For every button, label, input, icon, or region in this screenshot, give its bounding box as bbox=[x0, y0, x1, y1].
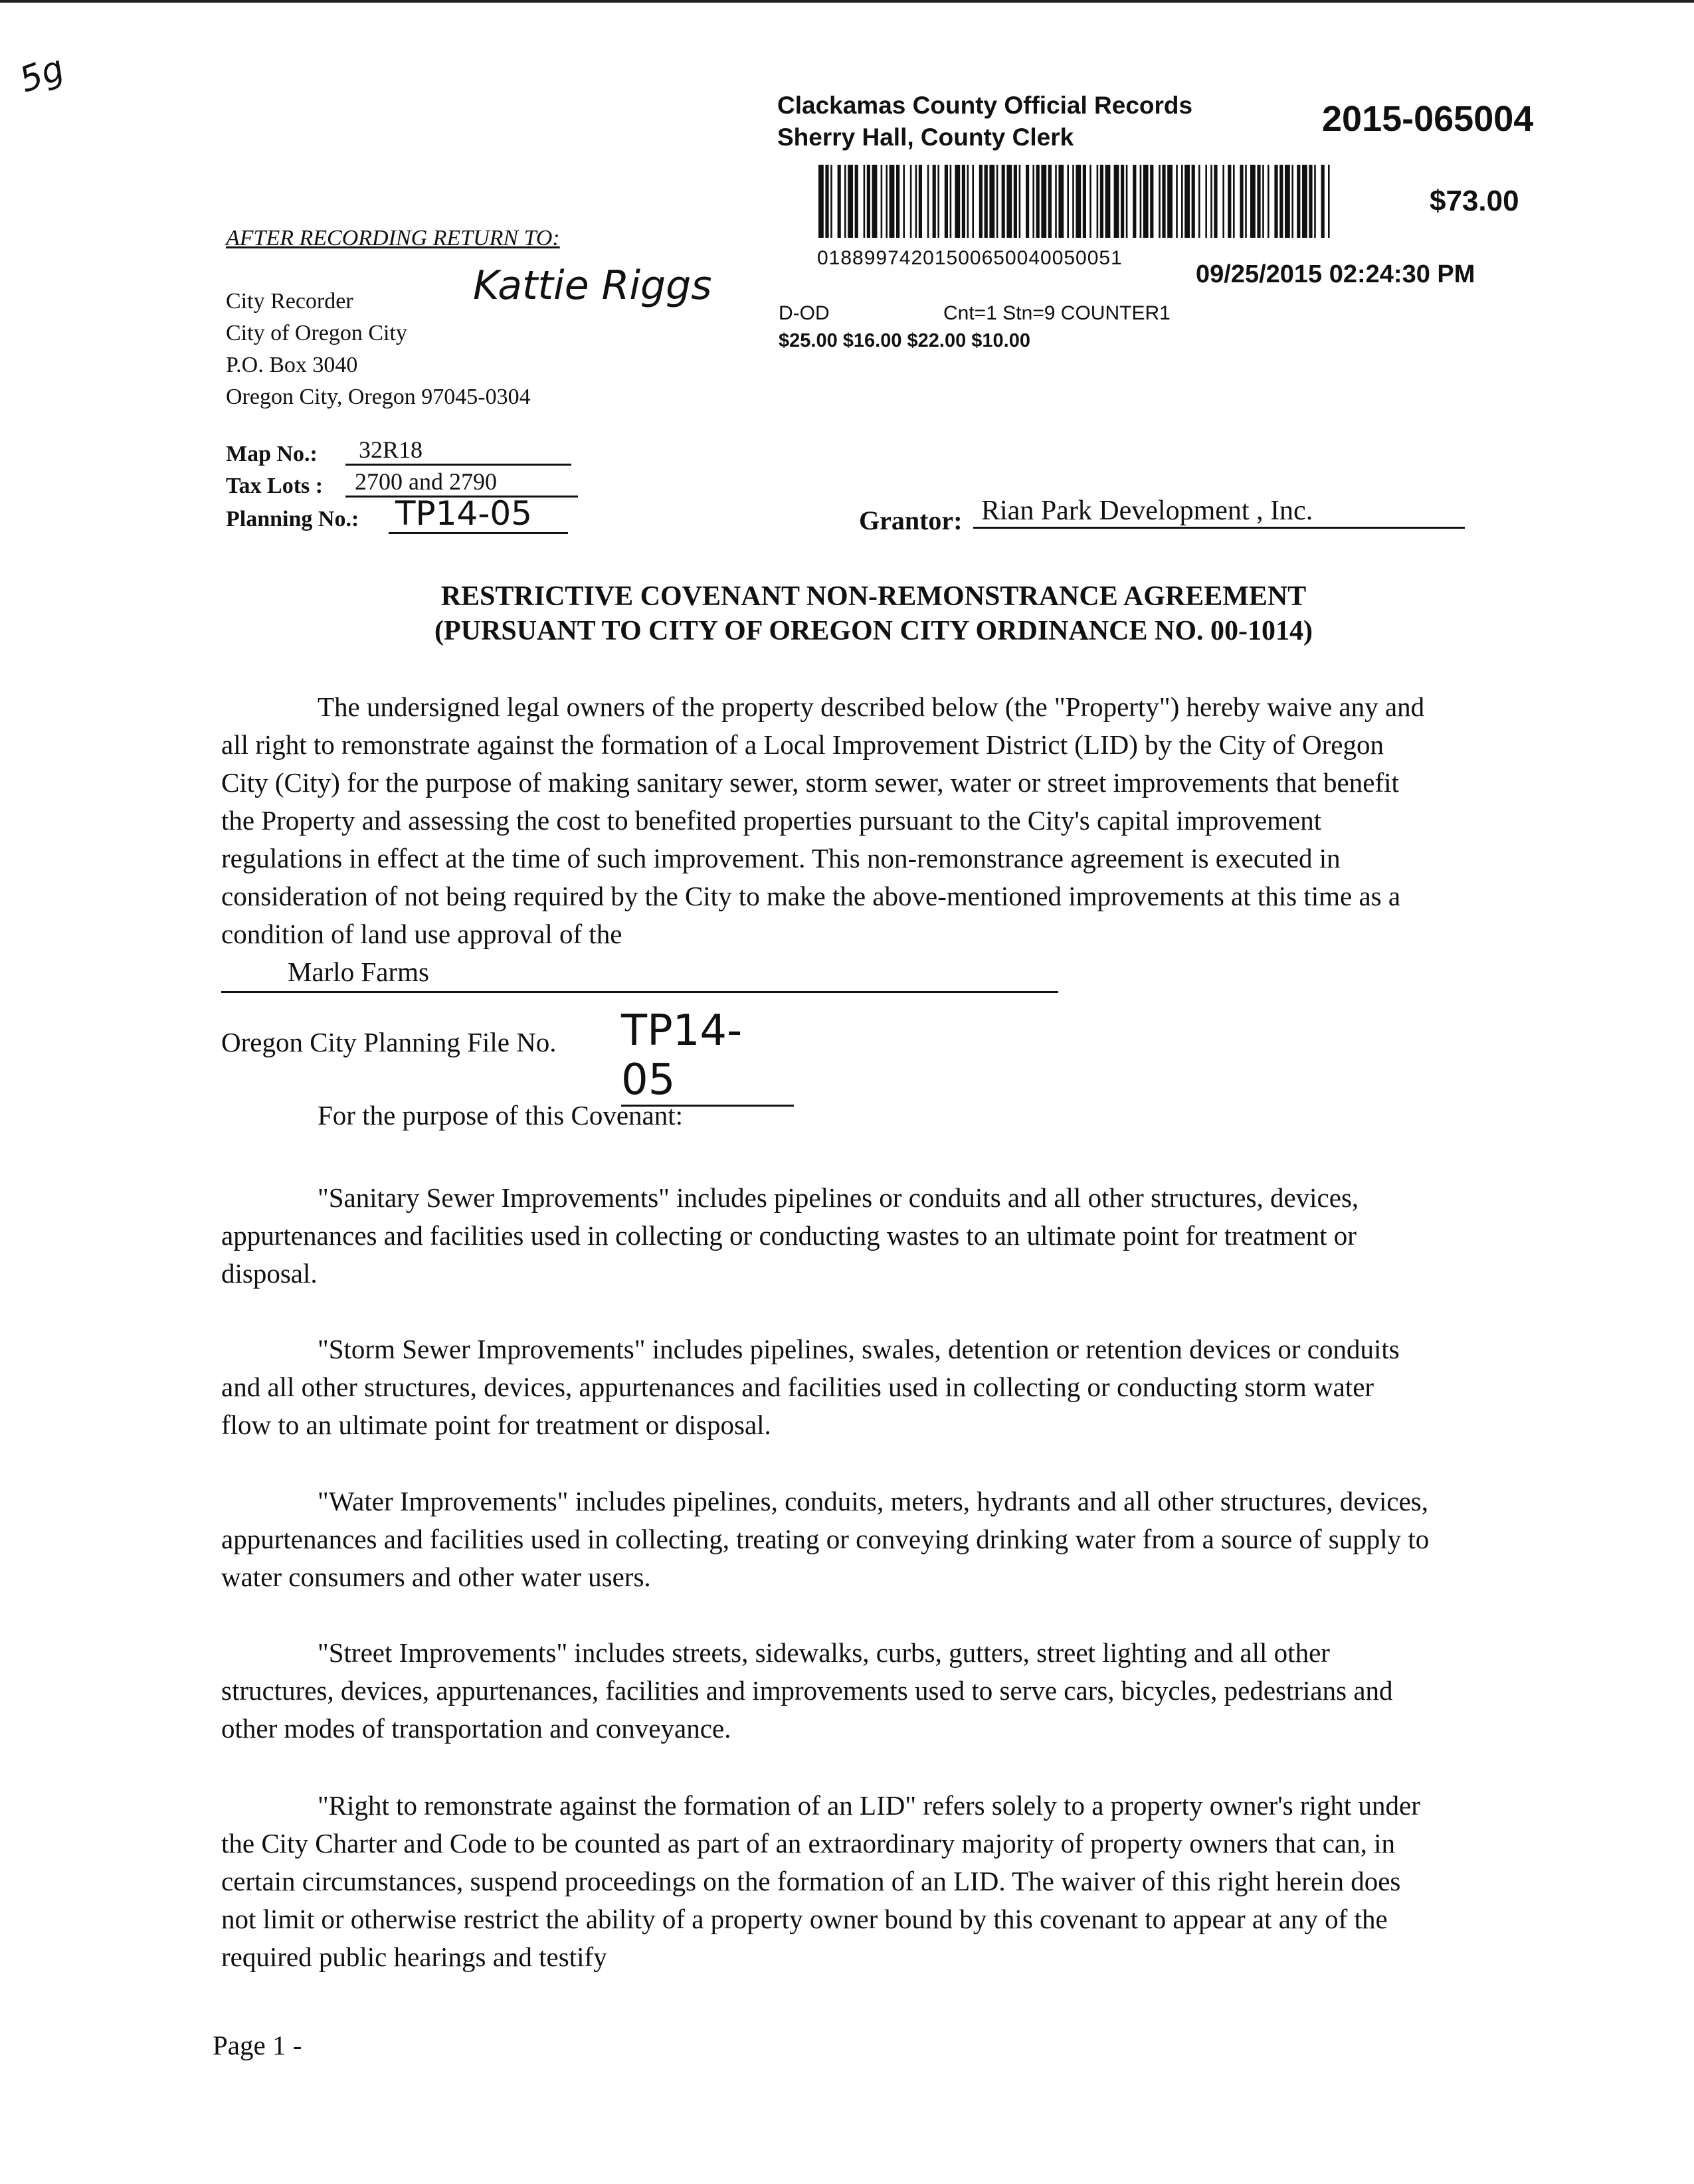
planning-file-value: TP14-05 bbox=[621, 1006, 794, 1107]
title-line1: RESTRICTIVE COVENANT NON-REMONSTRANCE AGREEMENT bbox=[440, 581, 1307, 612]
corner-handwritten-mark: 5g bbox=[14, 48, 70, 101]
document-number: 2015-065004 bbox=[1322, 99, 1534, 139]
return-line3: P.O. Box 3040 bbox=[226, 353, 358, 377]
planning-file-label: Oregon City Planning File No. bbox=[221, 1027, 557, 1057]
water-definition: "Water Improvements" includes pipelines, conduits, meters, hydrants and all other structures, devices, appurtenances and facilities used in collecting, treating or conveying drinking water from a source of supply to water consumers and other water users. bbox=[221, 1486, 1430, 1592]
land-use-value: Marlo Farms bbox=[221, 953, 1058, 993]
planning-label: Planning No.: bbox=[226, 507, 359, 531]
return-line2: City of Oregon City bbox=[226, 321, 407, 345]
remonstrate-definition: "Right to remonstrate against the formation of an LID" refers solely to a property owner's right under the City Charter and Code to be counted as part of an extraordinary majority of property owners that can, in certain circumstances, suspend proceedings on the formation of an LID. The waiver of this right herein does not limit or otherwise restrict the ability of a property owner bound by this covenant to appear at any of the required public hearings and testify bbox=[221, 1790, 1420, 1972]
body-paragraph-1 bbox=[221, 688, 1430, 993]
recording-office-line2: Sherry Hall, County Clerk bbox=[777, 124, 1074, 151]
scan-top-edge bbox=[0, 0, 1694, 3]
fees-breakdown: $25.00 $16.00 $22.00 $10.00 bbox=[779, 330, 1030, 351]
return-line4: Oregon City, Oregon 97045-0304 bbox=[226, 385, 531, 409]
barcode-image bbox=[818, 165, 1330, 238]
covenant-intro: For the purpose of this Covenant: bbox=[318, 1100, 684, 1131]
storm-definition: "Storm Sewer Improvements" includes pipelines, swales, detention or retention devices or conduits and all other structures, devices, appurtenances and facilities used in collecting or conducting storm water flow to an ultimate point for treatment or disposal. bbox=[221, 1334, 1400, 1440]
fee-total: $73.00 bbox=[1430, 185, 1519, 217]
handwritten-recipient-name: Kattie Riggs bbox=[473, 262, 712, 309]
recording-office-line1: Clackamas County Official Records bbox=[777, 92, 1193, 119]
return-to-heading: AFTER RECORDING RETURN TO: bbox=[226, 226, 560, 250]
street-definition: "Street Improvements" includes streets, sidewalks, curbs, gutters, street lighting and all other structures, devices, appurtenances, facilities and improvements used to serve cars, bicycles, pedestrians and other modes of transportation and conveyance. bbox=[221, 1637, 1393, 1744]
sanitary-definition: "Sanitary Sewer Improvements" includes pipelines or conduits and all other structures, devices, appurtenances and facilities used in collecting or conducting wastes to an ultimate point for treatment or disposal. bbox=[221, 1182, 1359, 1289]
recording-office bbox=[777, 90, 1192, 153]
page-number: Page 1 - bbox=[213, 2030, 302, 2060]
paragraph-1-text: The undersigned legal owners of the property described below (the "Property") hereby waive any and all right to remonstrate against the formation of a Local Improvement District (LID) by the City of Oregon City (City) for the purpose of making sanitary sewer, storm sewer, water or street improvements that benefit the Property and assessing the cost to benefited properties pursuant to the City's capital improvement regulations in effect at the time of such improvement. This non-remonstrance agreement is executed in consideration of not being required by the City to make the above-mentioned improvements at this time as a condition of land use approval of the bbox=[221, 691, 1425, 949]
map-value: 32R18 bbox=[345, 436, 571, 466]
map-label: Map No.: bbox=[226, 442, 318, 466]
return-line1: City Recorder bbox=[226, 289, 353, 314]
planning-value: TP14-05 bbox=[389, 495, 568, 534]
taxlots-label: Tax Lots : bbox=[226, 474, 324, 498]
barcode-number: 01889974201500650040050051 bbox=[817, 247, 1123, 269]
grantor-label: Grantor: bbox=[859, 505, 963, 535]
grantor-value: Rian Park Development , Inc. bbox=[973, 495, 1465, 529]
counter-info: Cnt=1 Stn=9 COUNTER1 bbox=[943, 302, 1171, 324]
title-line2: (PURSUANT TO CITY OF OREGON CITY ORDINANCE NO. 00-1014) bbox=[434, 616, 1313, 646]
taxlots-value: 2700 and 2790 bbox=[345, 468, 578, 498]
doc-type: D-OD bbox=[779, 302, 830, 324]
document-title bbox=[0, 579, 1694, 648]
recording-datetime: 09/25/2015 02:24:30 PM bbox=[1196, 260, 1475, 288]
